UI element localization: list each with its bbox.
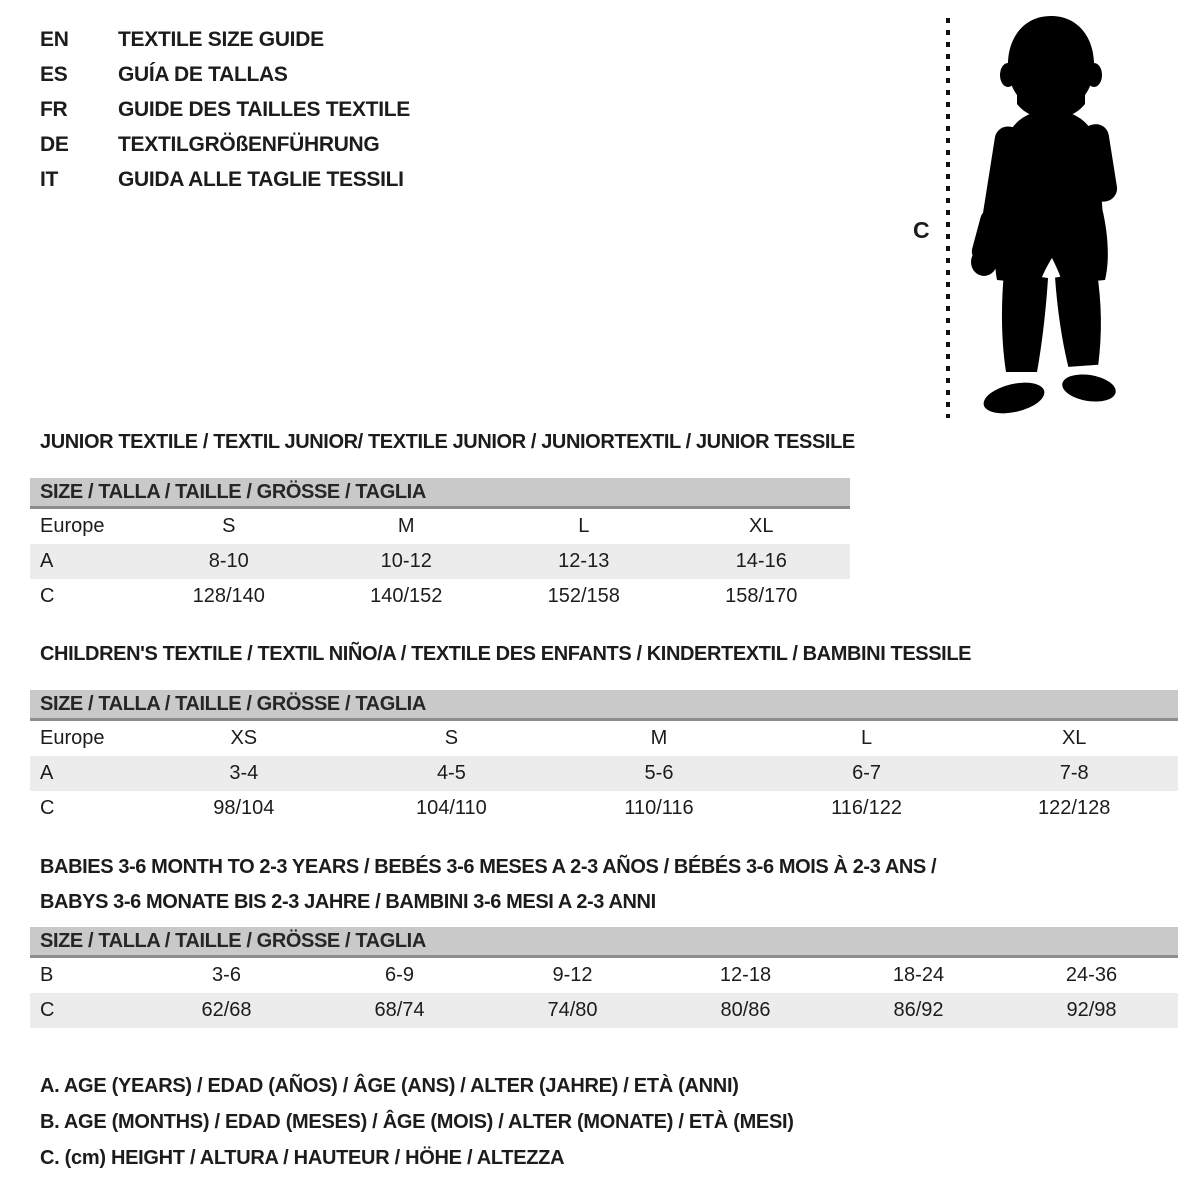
row-label: A	[40, 550, 54, 572]
language-code: IT	[40, 168, 59, 191]
size-cell: 92/98	[1066, 999, 1117, 1021]
size-cell: 116/122	[831, 797, 902, 819]
language-row	[40, 92, 410, 127]
table-rows	[30, 958, 1178, 1028]
size-cell: 4-5	[436, 762, 466, 784]
language-label: GUIDE DES TAILLES TEXTILE	[118, 98, 410, 121]
language-label: GUÍA DE TALLAS	[118, 63, 288, 86]
size-cell: L	[578, 515, 590, 537]
size-cell: XS	[230, 727, 258, 749]
row-label: A	[40, 762, 54, 784]
size-cell: 74/80	[547, 999, 598, 1021]
language-row	[40, 162, 410, 197]
size-cell: 158/170	[725, 585, 798, 607]
size-cell: 152/158	[547, 585, 620, 607]
size-cell: 10-12	[380, 550, 432, 572]
table-title-line: BABYS 3-6 MONATE BIS 2-3 JAHRE / BAMBINI 3-6 MESI A 2-3 ANNI	[40, 891, 656, 913]
size-table-babies	[30, 850, 1178, 1028]
row-label: C	[40, 585, 55, 607]
size-cell: XL	[1061, 727, 1087, 749]
table-title-line: CHILDREN'S TEXTILE / TEXTIL NIÑO/A / TEXTILE DES ENFANTS / KINDERTEXTIL / BAMBINI TESSILE	[40, 643, 972, 665]
language-label: GUIDA ALLE TAGLIE TESSILI	[118, 168, 404, 191]
table-row	[30, 756, 1178, 791]
size-table-children	[30, 642, 1178, 826]
size-cell: 7-8	[1059, 762, 1089, 784]
language-code: ES	[40, 63, 68, 86]
size-cell: 3-6	[212, 964, 241, 986]
footnotes	[40, 1068, 794, 1176]
size-cell: 5-6	[644, 762, 674, 784]
size-cell: 6-7	[852, 762, 882, 784]
table-title	[40, 642, 1178, 666]
table-row	[30, 958, 1178, 993]
language-label: TEXTILGRÖßENFÜHRUNG	[118, 133, 380, 156]
row-label: C	[40, 999, 55, 1021]
size-cell: 128/140	[192, 585, 265, 607]
row-label: Europe	[40, 515, 105, 537]
language-row	[40, 57, 410, 92]
size-table-junior	[30, 430, 855, 614]
size-cell: 104/110	[415, 797, 487, 819]
size-cell: 3-4	[229, 762, 259, 784]
size-cell: XL	[749, 515, 774, 537]
size-cell: L	[861, 727, 873, 749]
footnote-line: C. (cm) HEIGHT / ALTURA / HAUTEUR / HÖHE / ALTEZZA	[40, 1147, 565, 1169]
language-row	[40, 127, 410, 162]
table-rows	[30, 509, 850, 614]
size-cell: 14-16	[735, 550, 787, 572]
size-header-bar: SIZE / TALLA / TAILLE / GRÖSSE / TAGLIA	[30, 690, 1178, 721]
size-cell: 24-36	[1065, 964, 1118, 986]
size-header-bar: SIZE / TALLA / TAILLE / GRÖSSE / TAGLIA	[30, 927, 1178, 958]
size-cell: 80/86	[720, 999, 771, 1021]
table-rows	[30, 721, 1178, 826]
footnote-line: A. AGE (YEARS) / EDAD (AÑOS) / ÂGE (ANS) / ALTER (JAHRE) / ETÀ (ANNI)	[40, 1075, 739, 1097]
size-cell: 12-13	[558, 550, 610, 572]
language-row	[40, 22, 410, 57]
row-label: B	[40, 964, 54, 986]
table-title-line: JUNIOR TEXTILE / TEXTIL JUNIOR/ TEXTILE JUNIOR / JUNIORTEXTIL / JUNIOR TESSILE	[40, 431, 855, 453]
size-cell: 140/152	[370, 585, 443, 607]
toddler-silhouette-icon	[962, 12, 1140, 420]
language-code: EN	[40, 28, 69, 51]
size-cell: 68/74	[374, 999, 425, 1021]
table-title-line: BABIES 3-6 MONTH TO 2-3 YEARS / BEBÉS 3-6 MESES A 2-3 AÑOS / BÉBÉS 3-6 MOIS À 2-3 ANS /	[40, 856, 937, 878]
row-label: Europe	[40, 727, 105, 749]
table-title	[40, 850, 1178, 920]
size-cell: 9-12	[552, 964, 593, 986]
table-title	[40, 430, 855, 454]
footnote-line: B. AGE (MONTHS) / EDAD (MESES) / ÂGE (MOIS) / ALTER (MONATE) / ETÀ (MESI)	[40, 1111, 794, 1133]
table-row	[30, 993, 1178, 1028]
size-cell: M	[650, 727, 668, 749]
size-cell: 18-24	[892, 964, 945, 986]
size-cell: 6-9	[385, 964, 414, 986]
language-label: TEXTILE SIZE GUIDE	[118, 28, 324, 51]
size-cell: 8-10	[208, 550, 249, 572]
table-row	[30, 544, 850, 579]
dashed-measure-line-icon	[944, 16, 952, 420]
size-cell: 110/116	[624, 797, 694, 819]
language-list	[40, 22, 410, 197]
size-cell: 98/104	[213, 797, 275, 819]
table-row	[30, 791, 1178, 826]
size-cell: S	[222, 515, 236, 537]
size-cell: S	[444, 727, 459, 749]
size-cell: 122/128	[1038, 797, 1111, 819]
table-row	[30, 721, 1178, 756]
table-row	[30, 579, 850, 614]
row-label: C	[40, 797, 55, 819]
size-cell: 86/92	[893, 999, 944, 1021]
size-header-bar: SIZE / TALLA / TAILLE / GRÖSSE / TAGLIA	[30, 478, 850, 509]
size-cell: 12-18	[719, 964, 772, 986]
language-code: FR	[40, 98, 68, 121]
language-code: DE	[40, 133, 69, 156]
height-measure-label: C	[913, 217, 930, 243]
table-row	[30, 509, 850, 544]
size-cell: 62/68	[201, 999, 252, 1021]
size-cell: M	[397, 515, 415, 537]
